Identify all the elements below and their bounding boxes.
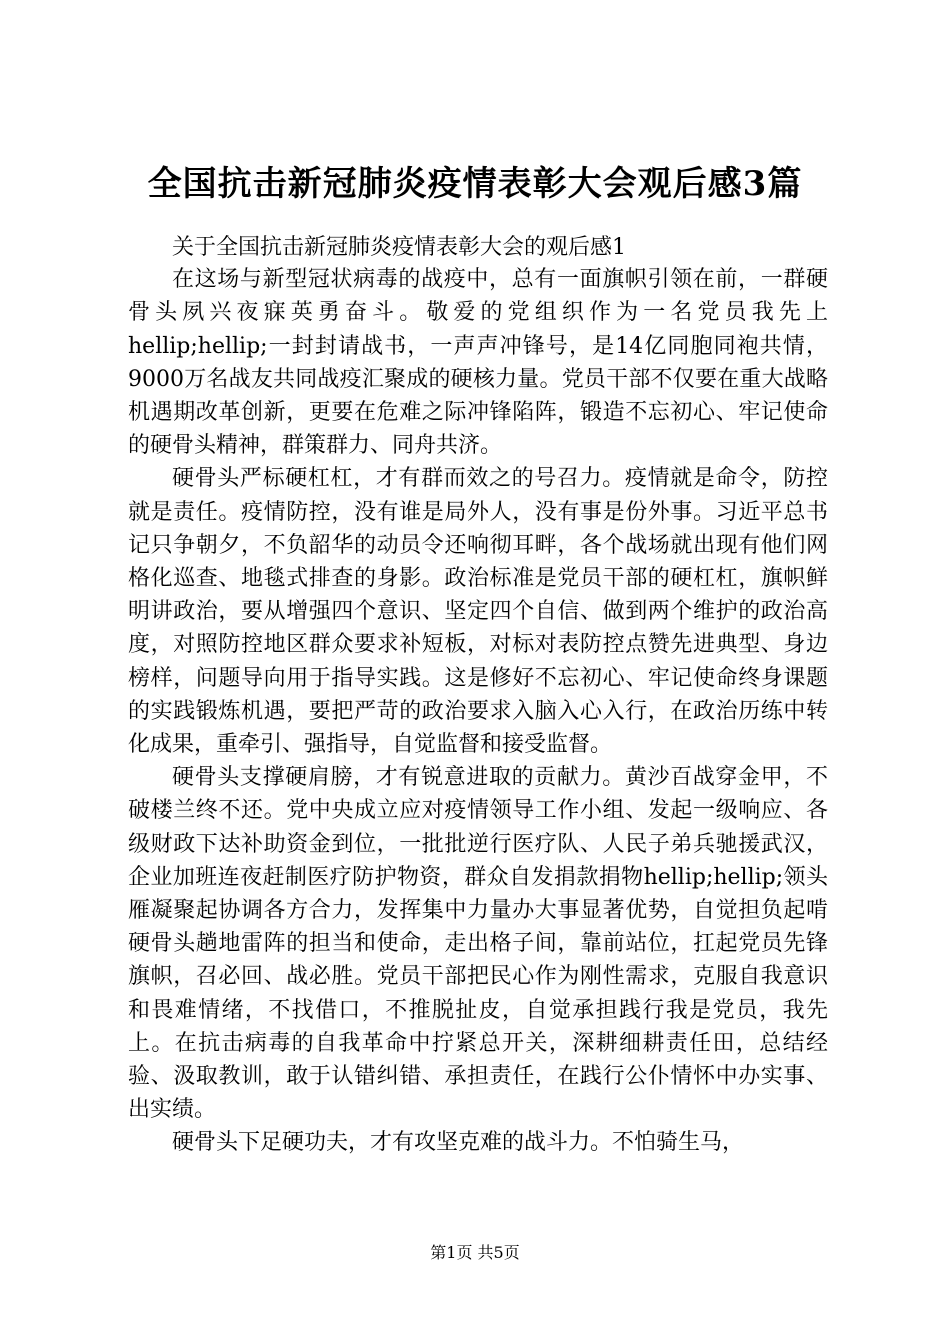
paragraph-4: 硬骨头下足硬功夫，才有攻坚克难的战斗力。不怕骑生马， — [172, 1130, 745, 1156]
document-body — [128, 230, 828, 1160]
document-subtitle: 关于全国抗击新冠肺炎疫情表彰大会的观后感1 — [172, 235, 626, 260]
paragraph-3: 硬骨头支撑硬肩膀，才有锐意进取的贡献力。黄沙百战穿金甲，不破楼兰终不还。党中央成立应对疫情领导工作小组、发起一级响应、各级财政下达补助资金到位，一批批逆行医疗队、人民子弟兵驰援武汉，企业加班连夜赶制医疗防护物资，群众自发捐款捐物hellip;hellip;领头雁凝聚起协调各方合力，发挥集中力量办大事显著优势，自觉担负起啃硬骨头趟地雷阵的担当和使命，走出格子间，靠前站位，扛起党员先锋旗帜，召必回、战必胜。党员干部把民心作为刚性需求，克服自我意识和畏难情绪，不找借口，不推脱扯皮，自觉承担践行我是党员，我先上。在抗击病毒的自我革命中拧紧总开关，深耕细耕责任田，总结经验、汲取教训，敢于认错纠错、承担责任，在践行公仆情怀中办实事、出实绩。 — [128, 765, 828, 1123]
paragraph-2: 硬骨头严标硬杠杠，才有群而效之的号召力。疫情就是命令，防控就是责任。疫情防控，没有谁是局外人，没有事是份外事。习近平总书记只争朝夕，不负韶华的动员令还响彻耳畔，各个战场就出现有他们网格化巡查、地毯式排查的身影。政治标准是党员干部的硬杠杠，旗帜鲜明讲政治，要从增强四个意识、坚定四个自信、做到两个维护的政治高度，对照防控地区群众要求补短板，对标对表防控点赞先进典型、身边榜样，问题导向用于指导实践。这是修好不忘初心、牢记使命终身课题的实践锻炼机遇，要把严苛的政治要求入脑入心入行，在政治历练中转化成果，重牵引、强指导，自觉监督和接受监督。 — [128, 466, 828, 758]
page-footer: 第1页 共5页 — [430, 1243, 520, 1262]
paragraph-1: 在这场与新型冠状病毒的战疫中，总有一面旗帜引领在前，一群硬骨头夙兴夜寐英勇奋斗。敬爱的党组织作为一名党员我先上hellip;hellip;一封封请战书，一声声冲锋号，是14亿同胞同袍共情，9000万名战友共同战疫汇聚成的硬核力量。党员干部不仅要在重大战略机遇期改革创新，更要在危难之际冲锋陷阵，锻造不忘初心、牢记使命的硬骨头精神，群策群力、同舟共济。 — [128, 267, 828, 459]
document-title: 全国抗击新冠肺炎疫情表彰大会观后感3篇 — [147, 164, 803, 204]
